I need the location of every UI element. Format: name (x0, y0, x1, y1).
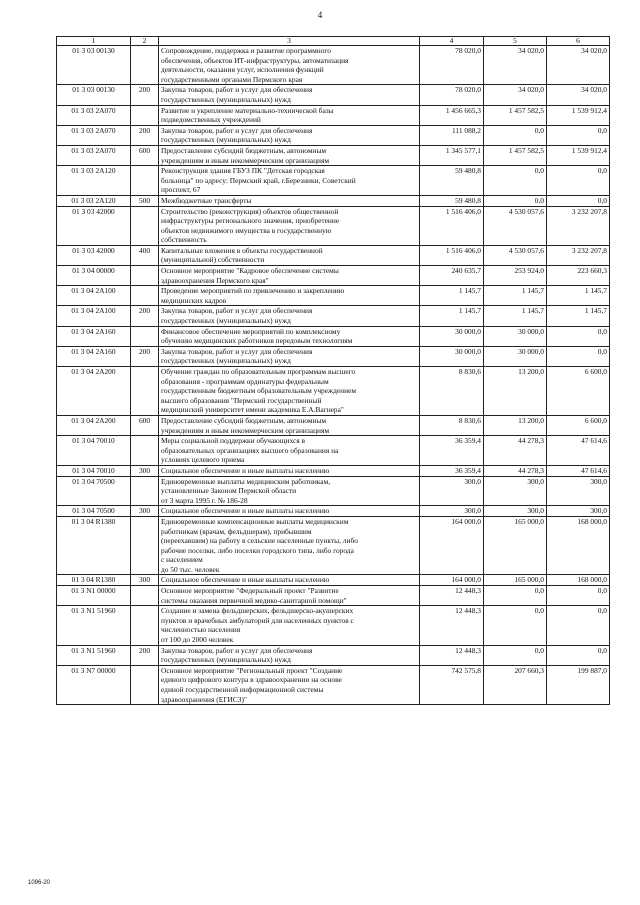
table-row (57, 575, 610, 586)
target-code-cell: 01 3 03 00130 (57, 46, 131, 85)
amount-col-6-cell: 0,0 (547, 326, 610, 346)
amount-col-6-cell: 1 539 912,4 (547, 105, 610, 125)
item-name-cell: Основное мероприятие "Федеральный проект "Развитие системы оказания первичной медико-санитарной помощи" (159, 586, 420, 606)
expense-type-cell: 300 (131, 575, 159, 586)
table-row (57, 367, 610, 416)
expense-type-cell: 500 (131, 195, 159, 206)
table-row (57, 476, 610, 506)
target-code-cell: 01 3 N7 00000 (57, 665, 131, 704)
item-name-cell: Сопровождение, поддержка и развитие программного обеспечения, объектов ИТ-инфраструктуры, автоматизация деятельности, оказания услуг, исполнения функций государственными органами Пермского края (159, 46, 420, 85)
target-code-cell: 01 3 N1 51960 (57, 645, 131, 665)
target-code-cell: 01 3 04 2А200 (57, 367, 131, 416)
amount-col-6-cell: 168 000,0 (547, 516, 610, 575)
table-row (57, 145, 610, 165)
amount-col-6-cell: 34 020,0 (547, 85, 610, 105)
item-name-cell: Меры социальной поддержки обучающихся в образовательных организациях высшего образования на условиях целевого приема (159, 436, 420, 466)
item-name-cell: Развитие и укрепление материально-технической базы подведомственных учреждений (159, 105, 420, 125)
amount-col-4-cell: 12 448,3 (420, 606, 484, 645)
amount-col-5-cell: 253 924,0 (484, 266, 547, 286)
target-code-cell: 01 3 04 2А100 (57, 286, 131, 306)
target-code-cell: 01 3 04 R1380 (57, 516, 131, 575)
amount-col-6-cell: 0,0 (547, 195, 610, 206)
expense-type-cell (131, 586, 159, 606)
target-code-cell: 01 3 04 2А160 (57, 346, 131, 366)
amount-col-6-cell: 0,0 (547, 346, 610, 366)
amount-col-5-cell: 30 000,0 (484, 326, 547, 346)
target-code-cell: 01 3 04 70500 (57, 476, 131, 506)
expense-type-cell: 600 (131, 145, 159, 165)
item-name-cell: Закупка товаров, работ и услуг для обеспечения государственных (муниципальных) нужд (159, 125, 420, 145)
amount-col-6-cell: 1 145,7 (547, 286, 610, 306)
amount-col-5-cell: 0,0 (484, 606, 547, 645)
budget-table (56, 36, 610, 705)
item-name-cell: Обучение граждан по образовательным программам высшего образования - программам ординатуры федеральным государственным бюджетным образовательным учреждением высшего образования "Пермский государственный медицинский университет имени академика Е.А.Вагнера" (159, 367, 420, 416)
expense-type-cell: 300 (131, 465, 159, 476)
target-code-cell: 01 3 03 2А070 (57, 105, 131, 125)
item-name-cell: Закупка товаров, работ и услуг для обеспечения государственных (муниципальных) нужд (159, 346, 420, 366)
amount-col-6-cell: 6 600,0 (547, 367, 610, 416)
amount-col-4-cell: 8 830,6 (420, 415, 484, 435)
amount-col-6-cell: 1 145,7 (547, 306, 610, 326)
expense-type-cell (131, 166, 159, 196)
target-code-cell: 01 3 03 2А120 (57, 195, 131, 206)
amount-col-5-cell: 300,0 (484, 476, 547, 506)
table-row (57, 516, 610, 575)
header-col-6: 6 (547, 37, 610, 46)
amount-col-6-cell: 168 000,0 (547, 575, 610, 586)
table-row (57, 105, 610, 125)
amount-col-5-cell: 207 660,3 (484, 665, 547, 704)
table-row (57, 245, 610, 265)
target-code-cell: 01 3 04 2А100 (57, 306, 131, 326)
amount-col-6-cell: 300,0 (547, 476, 610, 506)
item-name-cell: Создание и замена фельдшерских, фельдшерско-акушерских пунктов и врачебных амбулаторий для населенных пунктов с численностью населения от 100 до 2000 человек (159, 606, 420, 645)
amount-col-6-cell: 0,0 (547, 166, 610, 196)
table-row (57, 506, 610, 517)
amount-col-4-cell: 30 000,0 (420, 346, 484, 366)
target-code-cell: 01 3 03 42000 (57, 245, 131, 265)
expense-type-cell: 300 (131, 506, 159, 517)
amount-col-6-cell: 0,0 (547, 586, 610, 606)
amount-col-6-cell: 0,0 (547, 606, 610, 645)
item-name-cell: Капитальные вложения в объекты государственной (муниципальной) собственности (159, 245, 420, 265)
amount-col-5-cell: 4 530 057,6 (484, 245, 547, 265)
amount-col-5-cell: 34 020,0 (484, 46, 547, 85)
item-name-cell: Социальное обеспечение и иные выплаты населению (159, 575, 420, 586)
expense-type-cell (131, 326, 159, 346)
expense-type-cell (131, 476, 159, 506)
amount-col-5-cell: 1 457 582,5 (484, 105, 547, 125)
amount-col-4-cell: 36 359,4 (420, 436, 484, 466)
amount-col-4-cell: 36 359,4 (420, 465, 484, 476)
expense-type-cell (131, 665, 159, 704)
amount-col-4-cell: 12 448,3 (420, 645, 484, 665)
expense-type-cell: 200 (131, 85, 159, 105)
amount-col-4-cell: 8 830,6 (420, 367, 484, 416)
table-row (57, 206, 610, 245)
amount-col-4-cell: 59 480,8 (420, 195, 484, 206)
amount-col-4-cell: 12 448,3 (420, 586, 484, 606)
target-code-cell: 01 3 04 70010 (57, 436, 131, 466)
amount-col-5-cell: 44 278,3 (484, 465, 547, 476)
amount-col-4-cell: 240 635,7 (420, 266, 484, 286)
target-code-cell: 01 3 04 70500 (57, 506, 131, 517)
amount-col-5-cell: 34 020,0 (484, 85, 547, 105)
table-header (57, 37, 610, 46)
target-code-cell: 01 3 04 70010 (57, 465, 131, 476)
amount-col-4-cell: 1 456 665,3 (420, 105, 484, 125)
header-col-4: 4 (420, 37, 484, 46)
expense-type-cell: 400 (131, 245, 159, 265)
amount-col-4-cell: 164 000,0 (420, 516, 484, 575)
amount-col-4-cell: 1 145,7 (420, 306, 484, 326)
expense-type-cell: 200 (131, 346, 159, 366)
table-row (57, 46, 610, 85)
amount-col-4-cell: 30 000,0 (420, 326, 484, 346)
amount-col-4-cell: 742 575,8 (420, 665, 484, 704)
amount-col-4-cell: 1 145,7 (420, 286, 484, 306)
item-name-cell: Финансовое обеспечение мероприятий по комплексному обучению медицинских работников передовым технологиям (159, 326, 420, 346)
amount-col-4-cell: 300,0 (420, 476, 484, 506)
expense-type-cell: 200 (131, 645, 159, 665)
header-col-3: 3 (159, 37, 420, 46)
amount-col-5-cell: 13 200,0 (484, 367, 547, 416)
target-code-cell: 01 3 03 2А070 (57, 125, 131, 145)
table-row (57, 645, 610, 665)
table-row (57, 195, 610, 206)
item-name-cell: Социальное обеспечение и иные выплаты населению (159, 465, 420, 476)
amount-col-6-cell: 6 600,0 (547, 415, 610, 435)
table-row (57, 266, 610, 286)
amount-col-6-cell: 1 539 912,4 (547, 145, 610, 165)
expense-type-cell: 200 (131, 306, 159, 326)
item-name-cell: Предоставление субсидий бюджетным, автономным учреждениям и иным некоммерческим организациям (159, 145, 420, 165)
amount-col-6-cell: 199 887,0 (547, 665, 610, 704)
expense-type-cell (131, 46, 159, 85)
target-code-cell: 01 3 N1 00000 (57, 586, 131, 606)
target-code-cell: 01 3 04 2А160 (57, 326, 131, 346)
item-name-cell: Строительство (реконструкция) объектов общественной инфраструктуры регионального значения, приобретение объектов недвижимого имущества в государственную собственность (159, 206, 420, 245)
item-name-cell: Основное мероприятие "Региональный проект "Создание единого цифрового контура в здравоохранении на основе единой государственной информационной системы здравоохранения (ЕГИСЗ)" (159, 665, 420, 704)
item-name-cell: Межбюджетные трансферты (159, 195, 420, 206)
expense-type-cell (131, 286, 159, 306)
amount-col-6-cell: 0,0 (547, 125, 610, 145)
header-col-1: 1 (57, 37, 131, 46)
header-col-5: 5 (484, 37, 547, 46)
target-code-cell: 01 3 03 2А120 (57, 166, 131, 196)
amount-col-6-cell: 3 232 207,8 (547, 206, 610, 245)
header-col-2: 2 (131, 37, 159, 46)
item-name-cell: Основное мероприятие "Кадровое обеспечение системы здравоохранения Пермского края" (159, 266, 420, 286)
amount-col-5-cell: 1 145,7 (484, 286, 547, 306)
amount-col-4-cell: 164 000,0 (420, 575, 484, 586)
amount-col-5-cell: 0,0 (484, 125, 547, 145)
amount-col-6-cell: 3 232 207,8 (547, 245, 610, 265)
amount-col-5-cell: 1 457 582,5 (484, 145, 547, 165)
amount-col-4-cell: 1 516 406,0 (420, 245, 484, 265)
expense-type-cell (131, 516, 159, 575)
amount-col-6-cell: 0,0 (547, 645, 610, 665)
expense-type-cell: 200 (131, 125, 159, 145)
amount-col-5-cell: 165 000,0 (484, 575, 547, 586)
expense-type-cell (131, 206, 159, 245)
amount-col-6-cell: 47 614,6 (547, 465, 610, 476)
target-code-cell: 01 3 03 2А070 (57, 145, 131, 165)
item-name-cell: Реконструкция здания ГБУЗ ПК "Детская городская больница" по адресу: Пермский край, г.Березники, Советский проспект, 67 (159, 166, 420, 196)
target-code-cell: 01 3 04 2А200 (57, 415, 131, 435)
target-code-cell: 01 3 03 00130 (57, 85, 131, 105)
expense-type-cell (131, 606, 159, 645)
amount-col-5-cell: 165 000,0 (484, 516, 547, 575)
amount-col-4-cell: 59 480,8 (420, 166, 484, 196)
table-row (57, 606, 610, 645)
item-name-cell: Закупка товаров, работ и услуг для обеспечения государственных (муниципальных) нужд (159, 306, 420, 326)
table-row (57, 415, 610, 435)
amount-col-6-cell: 300,0 (547, 506, 610, 517)
table-row (57, 346, 610, 366)
target-code-cell: 01 3 04 R1380 (57, 575, 131, 586)
amount-col-5-cell: 0,0 (484, 645, 547, 665)
amount-col-5-cell: 13 200,0 (484, 415, 547, 435)
item-name-cell: Закупка товаров, работ и услуг для обеспечения государственных (муниципальных) нужд (159, 85, 420, 105)
table-row (57, 326, 610, 346)
table-row (57, 436, 610, 466)
page-number: 4 (317, 10, 323, 20)
target-code-cell: 01 3 03 42000 (57, 206, 131, 245)
table-row (57, 125, 610, 145)
amount-col-4-cell: 1 345 577,1 (420, 145, 484, 165)
table-row (57, 166, 610, 196)
amount-col-5-cell: 0,0 (484, 195, 547, 206)
table-row (57, 586, 610, 606)
amount-col-6-cell: 223 660,3 (547, 266, 610, 286)
amount-col-4-cell: 78 020,0 (420, 46, 484, 85)
target-code-cell: 01 3 04 00000 (57, 266, 131, 286)
table-row (57, 665, 610, 704)
amount-col-5-cell: 30 000,0 (484, 346, 547, 366)
amount-col-5-cell: 44 278,3 (484, 436, 547, 466)
item-name-cell: Единовременные выплаты медицинским работникам, установленные Законом Пермской области от 3 марта 1995 г. № 186-28 (159, 476, 420, 506)
table-body (57, 46, 610, 705)
target-code-cell: 01 3 N1 51960 (57, 606, 131, 645)
item-name-cell: Предоставление субсидий бюджетным, автономным учреждениям и иным некоммерческим организациям (159, 415, 420, 435)
item-name-cell: Социальное обеспечение и иные выплаты населению (159, 506, 420, 517)
amount-col-4-cell: 111 088,2 (420, 125, 484, 145)
table-row (57, 306, 610, 326)
table-row (57, 465, 610, 476)
expense-type-cell (131, 436, 159, 466)
amount-col-5-cell: 0,0 (484, 166, 547, 196)
amount-col-5-cell: 300,0 (484, 506, 547, 517)
item-name-cell: Закупка товаров, работ и услуг для обеспечения государственных (муниципальных) нужд (159, 645, 420, 665)
header-row (57, 37, 610, 46)
amount-col-5-cell: 0,0 (484, 586, 547, 606)
amount-col-4-cell: 78 020,0 (420, 85, 484, 105)
expense-type-cell (131, 105, 159, 125)
expense-type-cell (131, 266, 159, 286)
amount-col-4-cell: 1 516 406,0 (420, 206, 484, 245)
amount-col-6-cell: 47 614,6 (547, 436, 610, 466)
item-name-cell: Единовременные компенсационные выплаты медицинским работникам (врачам, фельдшерам), прибывшим (переехавшим) на работу в сельские населенные пункты, либо рабочие поселки, либо поселки городского типа, либо города с населением до 50 тыс. человек (159, 516, 420, 575)
footer-mark: 1096-20 (28, 880, 51, 886)
table-row (57, 286, 610, 306)
expense-type-cell (131, 367, 159, 416)
amount-col-6-cell: 34 020,0 (547, 46, 610, 85)
table-row (57, 85, 610, 105)
item-name-cell: Проведение мероприятий по привлечению и закреплению медицинских кадров (159, 286, 420, 306)
amount-col-5-cell: 1 145,7 (484, 306, 547, 326)
expense-type-cell: 600 (131, 415, 159, 435)
amount-col-5-cell: 4 530 057,6 (484, 206, 547, 245)
amount-col-4-cell: 300,0 (420, 506, 484, 517)
